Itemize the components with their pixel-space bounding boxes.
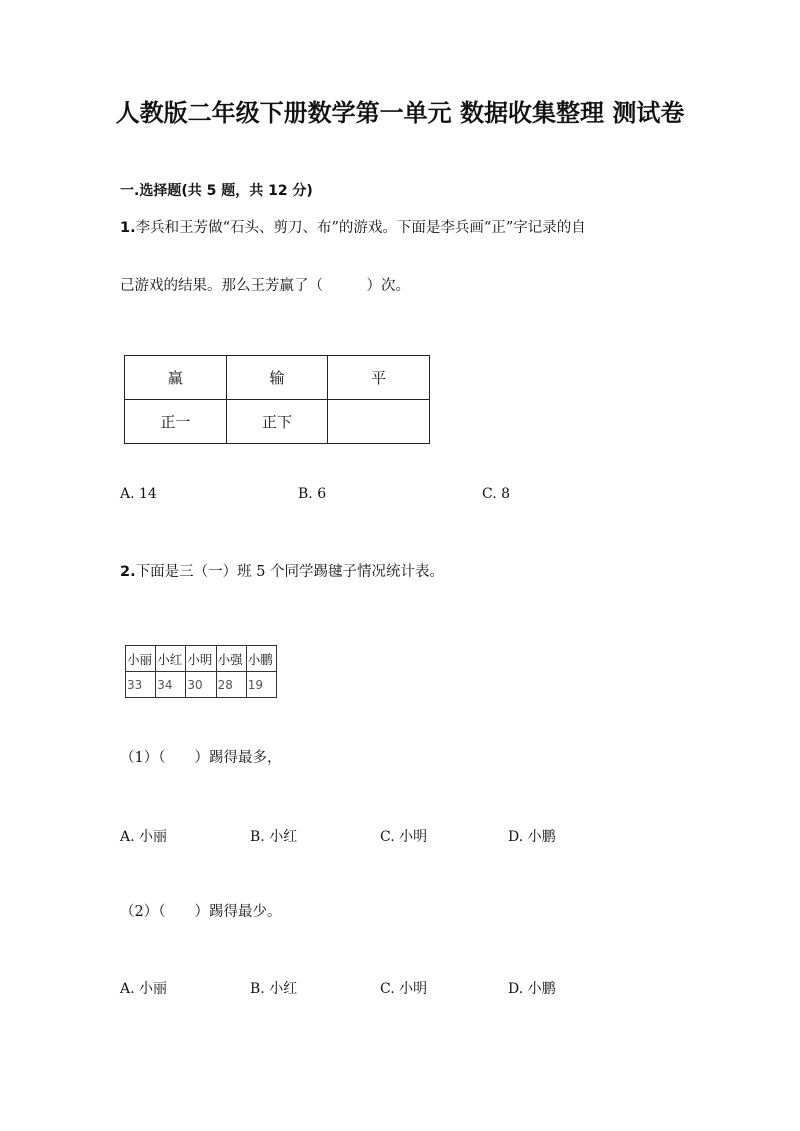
option-c[interactable]: C. 8: [482, 486, 511, 502]
sub1-option-a[interactable]: A. 小丽: [120, 829, 168, 845]
name-cell: 小红: [156, 646, 186, 672]
kick-stats-table: [125, 645, 277, 698]
tally-lose: 正下: [226, 400, 328, 444]
tally-table: [124, 355, 430, 444]
option-a[interactable]: A. 14: [120, 486, 157, 502]
sub-question-1: （1）（ ）踢得最多，: [120, 750, 282, 766]
header-lose: 输: [226, 356, 328, 400]
question-text: 李兵和王芳做“石头、剪刀、布”的游戏。下面是李兵画“正”字记录的自: [135, 220, 586, 236]
sub1-option-c[interactable]: C. 小明: [380, 829, 428, 845]
question-1-line-1: [120, 218, 586, 238]
tally-draw: [328, 400, 430, 444]
sub2-option-a[interactable]: A. 小丽: [120, 981, 168, 997]
sub2-option-c[interactable]: C. 小明: [380, 981, 428, 997]
question-number: 2.: [120, 564, 136, 580]
header-draw: 平: [328, 356, 430, 400]
page-title: 人教版二年级下册数学第一单元 数据收集整理 测试卷: [115, 99, 685, 127]
count-cell: 19: [246, 672, 276, 698]
section-heading: 一.选择题(共 5 题，共 12 分): [120, 183, 313, 199]
tally-win: 正一: [125, 400, 227, 444]
name-cell: 小丽: [126, 646, 156, 672]
question-1-line-2: 己游戏的结果。那么王芳赢了（ ）次。: [120, 278, 410, 294]
sub1-option-d[interactable]: D. 小鹏: [508, 829, 556, 845]
sub1-option-b[interactable]: B. 小红: [250, 829, 298, 845]
option-b[interactable]: B. 6: [298, 486, 327, 502]
sub-question-2: （2）（ ）踢得最少。: [120, 904, 282, 920]
count-cell: 30: [186, 672, 216, 698]
question-text: 下面是三（一）班 5 个同学踢毽子情况统计表。: [135, 564, 445, 580]
count-cell: 28: [216, 672, 246, 698]
name-cell: 小鹏: [246, 646, 276, 672]
name-cell: 小明: [186, 646, 216, 672]
header-win: 赢: [125, 356, 227, 400]
question-2-line-1: [120, 562, 444, 582]
name-cell: 小强: [216, 646, 246, 672]
count-cell: 33: [126, 672, 156, 698]
sub2-option-b[interactable]: B. 小红: [250, 981, 298, 997]
sub2-option-d[interactable]: D. 小鹏: [508, 981, 556, 997]
count-cell: 34: [156, 672, 186, 698]
question-number: 1.: [120, 220, 136, 236]
